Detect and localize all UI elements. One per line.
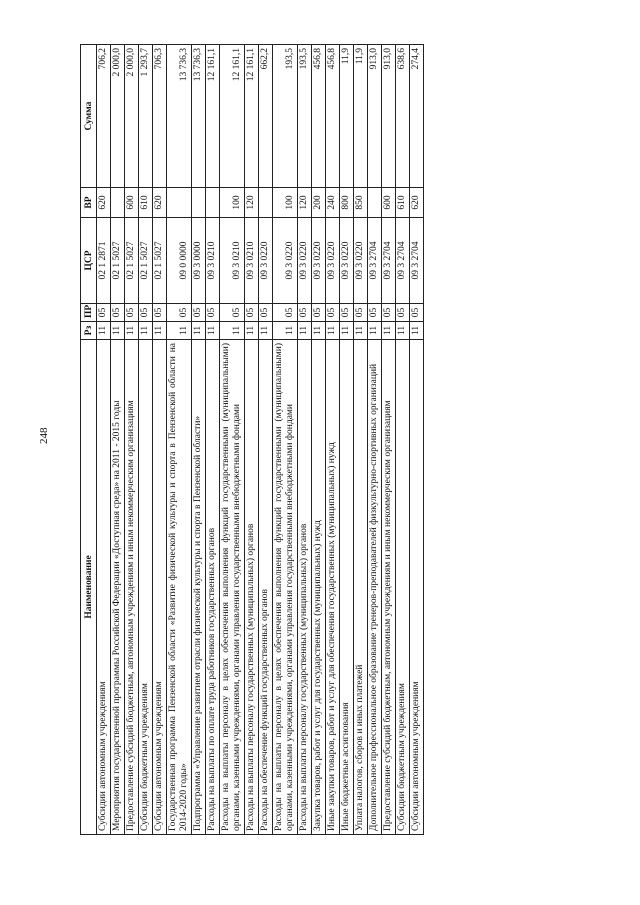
row-name: Расходы на выплаты персоналу государственных (муниципальных) органов — [245, 340, 259, 835]
row-csr: 09 3 0210 — [245, 218, 259, 304]
row-csr: 09 3 0220 — [326, 218, 340, 304]
row-pr: 05 — [396, 304, 410, 322]
row-sum: 193,5 — [298, 45, 312, 188]
row-csr: 09 3 2704 — [382, 218, 396, 304]
header-vr: ВР — [81, 188, 97, 218]
row-rz: 11 — [259, 322, 273, 340]
row-vr — [206, 188, 220, 218]
table-row — [245, 45, 259, 835]
table-row — [298, 45, 312, 835]
table-row — [326, 45, 340, 835]
row-name: Уплата налогов, сборов и иных платежей — [354, 340, 368, 835]
row-rz: 11 — [111, 322, 125, 340]
table-row — [192, 45, 206, 835]
row-sum: 456,8 — [326, 45, 340, 188]
row-vr: 610 — [139, 188, 153, 218]
row-rz: 11 — [382, 322, 396, 340]
row-sum: 11,9 — [354, 45, 368, 188]
header-sum: Сумма — [81, 45, 97, 188]
row-pr: 05 — [206, 304, 220, 322]
row-name: Предоставление субсидий бюджетным, автономным учреждениям и иным некоммерческим организациям — [125, 340, 139, 835]
row-pr: 05 — [368, 304, 382, 322]
row-rz: 11 — [410, 322, 424, 340]
row-rz: 11 — [153, 322, 167, 340]
row-name: Субсидии автономным учреждениям — [97, 340, 111, 835]
row-vr — [259, 188, 273, 218]
table-row — [220, 45, 245, 835]
table-row — [167, 45, 192, 835]
table-row — [354, 45, 368, 835]
row-vr: 600 — [125, 188, 139, 218]
row-sum: 662,2 — [259, 45, 273, 188]
row-vr: 200 — [312, 188, 326, 218]
row-csr: 02 1 5027 — [153, 218, 167, 304]
row-rz: 11 — [97, 322, 111, 340]
budget-table — [80, 44, 424, 835]
row-pr: 05 — [153, 304, 167, 322]
row-name: Расходы на обеспечение функций государственных органов — [259, 340, 273, 835]
row-csr: 09 3 0220 — [273, 218, 298, 304]
row-name: Субсидии автономным учреждениям — [410, 340, 424, 835]
row-rz: 11 — [192, 322, 206, 340]
header-pr: ПР — [81, 304, 97, 322]
row-csr: 09 3 0210 — [206, 218, 220, 304]
row-sum: 456,8 — [312, 45, 326, 188]
table-row — [410, 45, 424, 835]
row-csr: 09 3 0220 — [312, 218, 326, 304]
row-rz: 11 — [220, 322, 245, 340]
row-csr: 02 1 5027 — [139, 218, 153, 304]
row-name: Иные закупки товаров, работ и услуг для обеспечения государственных (муниципальных) нужд — [326, 340, 340, 835]
row-vr — [368, 188, 382, 218]
row-name: Субсидии автономным учреждениям — [153, 340, 167, 835]
row-pr: 05 — [273, 304, 298, 322]
row-pr: 05 — [259, 304, 273, 322]
row-name: Государственная программа Пензенской области «Развитие физической культуры и спорта в Пензенской области на 2014-2020 годы» — [167, 340, 192, 835]
row-sum: 2 000,0 — [125, 45, 139, 188]
row-sum: 638,6 — [396, 45, 410, 188]
row-sum: 706,3 — [153, 45, 167, 188]
table-row — [259, 45, 273, 835]
row-vr — [111, 188, 125, 218]
row-csr: 09 0 0000 — [167, 218, 192, 304]
table-row — [111, 45, 125, 835]
row-vr: 620 — [410, 188, 424, 218]
row-rz: 11 — [206, 322, 220, 340]
row-pr: 05 — [326, 304, 340, 322]
row-pr: 05 — [125, 304, 139, 322]
page-number: 248 — [38, 427, 50, 444]
rotated-table-wrapper — [80, 45, 625, 835]
row-sum: 13 736,3 — [192, 45, 206, 188]
row-sum: 706,2 — [97, 45, 111, 188]
table-row — [368, 45, 382, 835]
row-csr: 09 3 2704 — [396, 218, 410, 304]
row-pr: 05 — [410, 304, 424, 322]
row-csr: 09 3 0220 — [354, 218, 368, 304]
row-pr: 05 — [139, 304, 153, 322]
row-vr: 620 — [97, 188, 111, 218]
header-name: Наименование — [81, 340, 97, 835]
row-pr: 05 — [192, 304, 206, 322]
row-pr: 05 — [245, 304, 259, 322]
row-sum: 193,5 — [273, 45, 298, 188]
row-name: Мероприятия государственной программы Российской Федерации «Доступная среда» на 2011 - 2015 годы — [111, 340, 125, 835]
header-csr: ЦСР — [81, 218, 97, 304]
row-sum: 11,9 — [340, 45, 354, 188]
row-name: Расходы на выплаты по оплате труда работников государственных органов — [206, 340, 220, 835]
table-row — [273, 45, 298, 835]
row-vr: 850 — [354, 188, 368, 218]
row-pr: 05 — [298, 304, 312, 322]
row-sum: 12 161,1 — [220, 45, 245, 188]
row-rz: 11 — [354, 322, 368, 340]
row-name: Закупка товаров, работ и услуг для государственных (муниципальных) нужд — [312, 340, 326, 835]
row-csr: 09 3 0000 — [192, 218, 206, 304]
table-row — [139, 45, 153, 835]
table-row — [206, 45, 220, 835]
row-vr — [167, 188, 192, 218]
header-rz: Рз — [81, 322, 97, 340]
row-vr: 120 — [245, 188, 259, 218]
row-rz: 11 — [245, 322, 259, 340]
table-row — [312, 45, 326, 835]
row-vr: 120 — [298, 188, 312, 218]
row-vr: 100 — [220, 188, 245, 218]
row-sum: 913,0 — [368, 45, 382, 188]
row-csr: 09 3 0220 — [259, 218, 273, 304]
row-csr: 09 3 2704 — [368, 218, 382, 304]
row-pr: 05 — [220, 304, 245, 322]
row-rz: 11 — [326, 322, 340, 340]
row-sum: 2 000,0 — [111, 45, 125, 188]
row-csr: 09 3 0220 — [340, 218, 354, 304]
row-rz: 11 — [368, 322, 382, 340]
row-pr: 05 — [312, 304, 326, 322]
table-row — [382, 45, 396, 835]
row-name: Субсидии бюджетным учреждениям — [396, 340, 410, 835]
row-rz: 11 — [139, 322, 153, 340]
row-vr: 620 — [153, 188, 167, 218]
table-row — [125, 45, 139, 835]
table-body — [97, 45, 424, 835]
row-pr: 05 — [97, 304, 111, 322]
row-vr: 600 — [382, 188, 396, 218]
row-sum: 12 161,1 — [206, 45, 220, 188]
row-name: Подпрограмма «Управление развитием отрасли физической культуры и спорта в Пензенской области» — [192, 340, 206, 835]
row-rz: 11 — [167, 322, 192, 340]
row-sum: 274,4 — [410, 45, 424, 188]
row-name: Субсидии бюджетным учреждениям — [139, 340, 153, 835]
row-rz: 11 — [273, 322, 298, 340]
table-row — [396, 45, 410, 835]
row-vr: 800 — [340, 188, 354, 218]
row-rz: 11 — [312, 322, 326, 340]
row-name: Иные бюджетные ассигнования — [340, 340, 354, 835]
row-csr: 02 1 2871 — [97, 218, 111, 304]
row-name: Расходы на выплаты персоналу в целях обеспечения выполнения функций государственными (муниципальными) органами, казенными учреждениями, органами управления государственными внебюджетными фондами — [220, 340, 245, 835]
row-rz: 11 — [340, 322, 354, 340]
row-pr: 05 — [382, 304, 396, 322]
row-vr — [192, 188, 206, 218]
table-row — [97, 45, 111, 835]
row-pr: 05 — [111, 304, 125, 322]
row-csr: 09 3 2704 — [410, 218, 424, 304]
table-row — [153, 45, 167, 835]
row-rz: 11 — [125, 322, 139, 340]
row-sum: 1 293,7 — [139, 45, 153, 188]
row-csr: 02 1 5027 — [125, 218, 139, 304]
table-header — [81, 45, 97, 835]
row-vr: 610 — [396, 188, 410, 218]
row-pr: 05 — [354, 304, 368, 322]
row-vr: 240 — [326, 188, 340, 218]
row-vr: 100 — [273, 188, 298, 218]
row-pr: 05 — [167, 304, 192, 322]
row-name: Дополнительное профессиональное образование тренеров-преподавателей физкультурно-спортивных организаций — [368, 340, 382, 835]
row-name: Расходы на выплаты персоналу в целях обеспечения выполнения функций государственными (муниципальными) органами, казенными учреждениями, органами управления государственными внебюджетными фондами — [273, 340, 298, 835]
row-name: Расходы на выплаты персоналу государственных (муниципальных) органов — [298, 340, 312, 835]
row-sum: 12 161,1 — [245, 45, 259, 188]
row-csr: 09 3 0220 — [298, 218, 312, 304]
row-name: Предоставление субсидий бюджетным, автономным учреждениям и иным некоммерческим организациям — [382, 340, 396, 835]
row-pr: 05 — [340, 304, 354, 322]
row-csr: 02 1 5027 — [111, 218, 125, 304]
row-sum: 13 736,3 — [167, 45, 192, 188]
row-sum: 913,0 — [382, 45, 396, 188]
row-rz: 11 — [298, 322, 312, 340]
row-rz: 11 — [396, 322, 410, 340]
table-row — [340, 45, 354, 835]
row-csr: 09 3 0210 — [220, 218, 245, 304]
